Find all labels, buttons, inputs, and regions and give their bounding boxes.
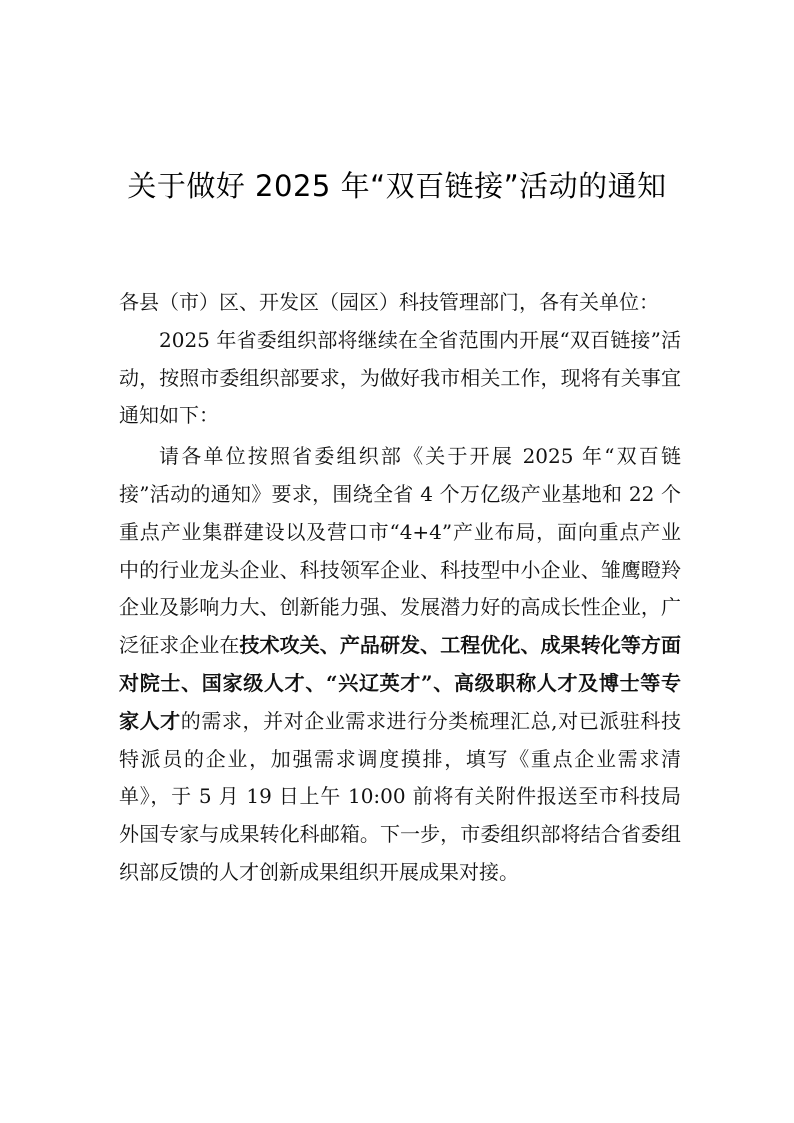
paragraph-intro: 2025 年省委组织部将继续在全省范围内开展“双百链接”活动，按照市委组织部要求，为做好我市相关工作，现将有关事宜通知如下： [119, 327, 681, 428]
document-title: 关于做好 2025 年“双百链接”活动的通知 [127, 169, 667, 203]
document-body [119, 284, 681, 892]
paragraph-request-part2: 的需求，并对企业需求进行分类梳理汇总,对已派驻科技特派员的企业，加强需求调度摸排，填写《重点企业需求清单》，于 5 月 19 日上午 10:00 前将有关附件报送至市科技局外国专家与成果转化科邮箱。下一步，市委组织部将结合省委组织部反馈的人才创新成果组织开展成果对接。 [119, 708, 682, 884]
paragraph-request [119, 438, 681, 892]
salutation: 各县（市）区、开发区（园区）科技管理部门，各有关单位： [119, 290, 659, 314]
paragraph-request-emphasis: 技术攻关、产品研发、工程优化、成果转化等方面对院士、国家级人才、“兴辽英才”、高级职称人才及博士等专家人才 [119, 633, 682, 733]
paragraph-request-part1: 请各单位按照省委组织部《关于开展 2025 年“双百链接”活动的通知》要求，围绕全省 4 个万亿级产业基地和 22 个重点产业集群建设以及营口市“4+4”产业布局，面向重点产业中的行业龙头企业、科技领军企业、科技型中小企业、雏鹰瞪羚企业及影响力大、创新能力强、发展潜力好的高成长性企业，广泛征求企业在 [119, 444, 681, 658]
